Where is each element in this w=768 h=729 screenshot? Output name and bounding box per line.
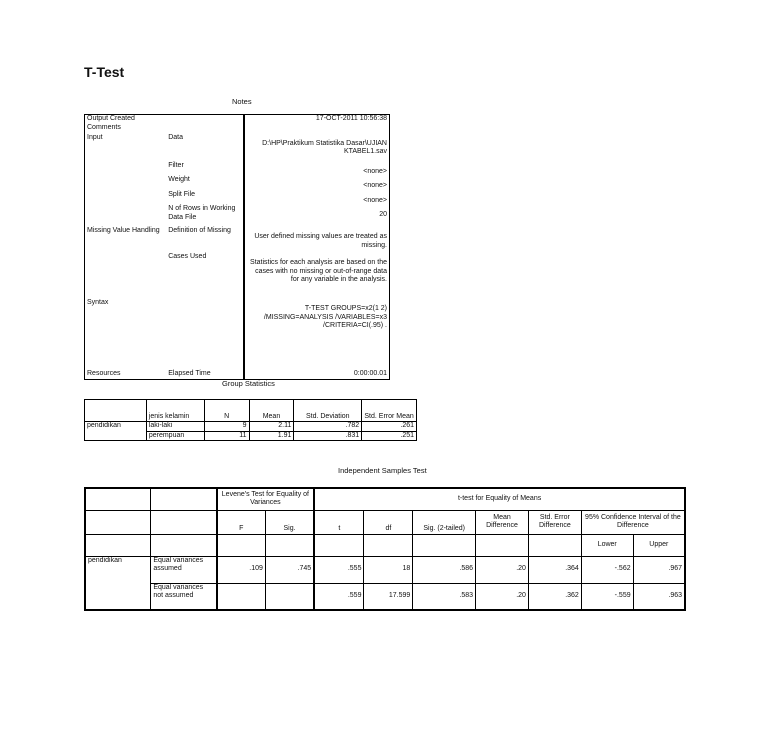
header-group: jenis kelamin: [146, 400, 204, 422]
notes-row: [85, 124, 390, 134]
independent-samples-table: [84, 487, 686, 611]
ind-sed: .362: [528, 583, 581, 610]
notes-section: [85, 205, 167, 227]
notes-section: Comments: [87, 123, 121, 131]
ind-variable: pendidikan: [85, 556, 151, 610]
notes-value: 17-OCT-2011 10:56:38: [244, 115, 390, 124]
notes-value: [244, 124, 390, 134]
notes-section: [85, 191, 167, 206]
notes-item: [166, 299, 244, 355]
notes-item: [166, 124, 244, 134]
ind-t: .559: [314, 583, 364, 610]
ind-sig: [265, 583, 314, 610]
notes-value: 0:00:00.01: [244, 355, 390, 379]
col-lower: Lower: [581, 534, 633, 556]
notes-row: [85, 191, 390, 206]
ind-df: 17.599: [364, 583, 413, 610]
ind-md: .20: [476, 583, 529, 610]
notes-value: User defined missing values are treated as missing.: [244, 227, 390, 253]
notes-item: [166, 115, 244, 124]
group-n: 9: [204, 422, 249, 432]
ind-corner-6: [151, 534, 217, 556]
group-mean: 2.11: [249, 422, 294, 432]
ind-f: [217, 583, 266, 610]
ind-df: 18: [364, 556, 413, 583]
notes-row: [85, 176, 390, 191]
notes-row: [85, 253, 390, 299]
group-stats-corner: [85, 400, 147, 422]
notes-value: T-TEST GROUPS=x2(1 2) /MISSING=ANALYSIS /VARIABLES=x3 /CRITERIA=CI(.95) .: [244, 299, 390, 355]
notes-row: [85, 227, 390, 253]
notes-item: Cases Used: [168, 253, 207, 260]
ind-blank: [314, 534, 364, 556]
notes-row: [85, 299, 390, 355]
ind-blank: [528, 534, 581, 556]
ind-blank: [364, 534, 413, 556]
group-n: 11: [204, 431, 249, 441]
ind-blank: [476, 534, 529, 556]
ind-sig: .745: [265, 556, 314, 583]
col-sig-2tailed: Sig. (2-tailed): [413, 510, 476, 534]
notes-row: [85, 205, 390, 227]
col-sig: Sig.: [265, 510, 314, 534]
col-se-diff: Std. Error Difference: [528, 510, 581, 534]
header-se: Std. Error Mean: [362, 400, 417, 422]
notes-section: [85, 253, 167, 299]
ind-f: .109: [217, 556, 266, 583]
notes-section: Resources: [87, 370, 121, 377]
notes-value: D:\HP\Praktikum Statistika Dasar\UJIAN KTABEL1.sav: [244, 134, 390, 162]
notes-section: Missing Value Handling: [87, 227, 160, 234]
group-stats-table: [84, 399, 417, 441]
col-mean-diff: Mean Difference: [476, 510, 529, 534]
notes-item: N of Rows in Working Data File: [168, 205, 236, 221]
notes-item: Data: [168, 133, 184, 141]
col-f: F: [217, 510, 266, 534]
ind-md: .20: [476, 556, 529, 583]
col-df: df: [364, 510, 413, 534]
ind-corner-2: [151, 488, 217, 510]
notes-row: [85, 162, 390, 177]
group-stats-caption: Group Statistics: [222, 379, 275, 388]
group-label: perempuan: [146, 431, 204, 441]
group-label: laki-laki: [146, 422, 204, 432]
notes-section: Syntax: [87, 299, 109, 306]
ind-corner-5: [85, 534, 151, 556]
ind-sig2: .586: [413, 556, 476, 583]
ind-t: .555: [314, 556, 364, 583]
notes-caption: Notes: [232, 97, 252, 106]
notes-value: 20: [244, 205, 390, 227]
notes-item: Weight: [168, 176, 190, 183]
ind-corner-1: [85, 488, 151, 510]
group-stats-variable: pendidikan: [85, 422, 147, 441]
notes-value: <none>: [244, 176, 390, 191]
col-upper: Upper: [633, 534, 685, 556]
notes-value: <none>: [244, 191, 390, 206]
col-t: t: [314, 510, 364, 534]
notes-section: Output Created: [87, 115, 135, 122]
ttest-header: t-test for Equality of Means: [314, 488, 685, 510]
ind-blank: [265, 534, 314, 556]
notes-item: Definition of Missing: [168, 227, 231, 234]
ind-corner-4: [151, 510, 217, 534]
notes-row: [85, 134, 390, 162]
group-mean: 1.91: [249, 431, 294, 441]
notes-section: [85, 176, 167, 191]
ind-blank: [217, 534, 266, 556]
notes-value: <none>: [244, 162, 390, 177]
ind-lower: -.562: [581, 556, 633, 583]
header-sd: Std. Deviation: [294, 400, 362, 422]
header-mean: Mean: [249, 400, 294, 422]
notes-section: [85, 162, 167, 177]
ind-sed: .364: [528, 556, 581, 583]
notes-row: [85, 115, 390, 124]
notes-item: Split File: [168, 190, 196, 198]
ind-lower: -.559: [581, 583, 633, 610]
ind-blank: [413, 534, 476, 556]
ind-sig2: .583: [413, 583, 476, 610]
notes-section: Input: [87, 133, 103, 141]
independent-caption: Independent Samples Test: [338, 466, 427, 475]
notes-item: Elapsed Time: [168, 370, 211, 377]
col-ci: 95% Confidence Interval of the Difference: [581, 510, 685, 534]
page-title: T-Test: [84, 64, 125, 80]
ind-corner-3: [85, 510, 151, 534]
ind-row-label: Equal variances not assumed: [151, 583, 217, 610]
ind-row-label: Equal variances assumed: [151, 556, 217, 583]
notes-item: Filter: [168, 161, 184, 169]
ind-upper: .967: [633, 556, 685, 583]
notes-row: [85, 355, 390, 379]
header-n: N: [204, 400, 249, 422]
group-sd: .782: [294, 422, 362, 432]
group-sd: .831: [294, 431, 362, 441]
ind-upper: .963: [633, 583, 685, 610]
levene-header: Levene's Test for Equality of Variances: [217, 488, 315, 510]
group-se: .251: [362, 431, 417, 441]
group-se: .261: [362, 422, 417, 432]
notes-value: Statistics for each analysis are based on the cases with no missing or out-of-range data for any variable in the analysis.: [244, 253, 390, 299]
notes-table: [84, 114, 390, 380]
